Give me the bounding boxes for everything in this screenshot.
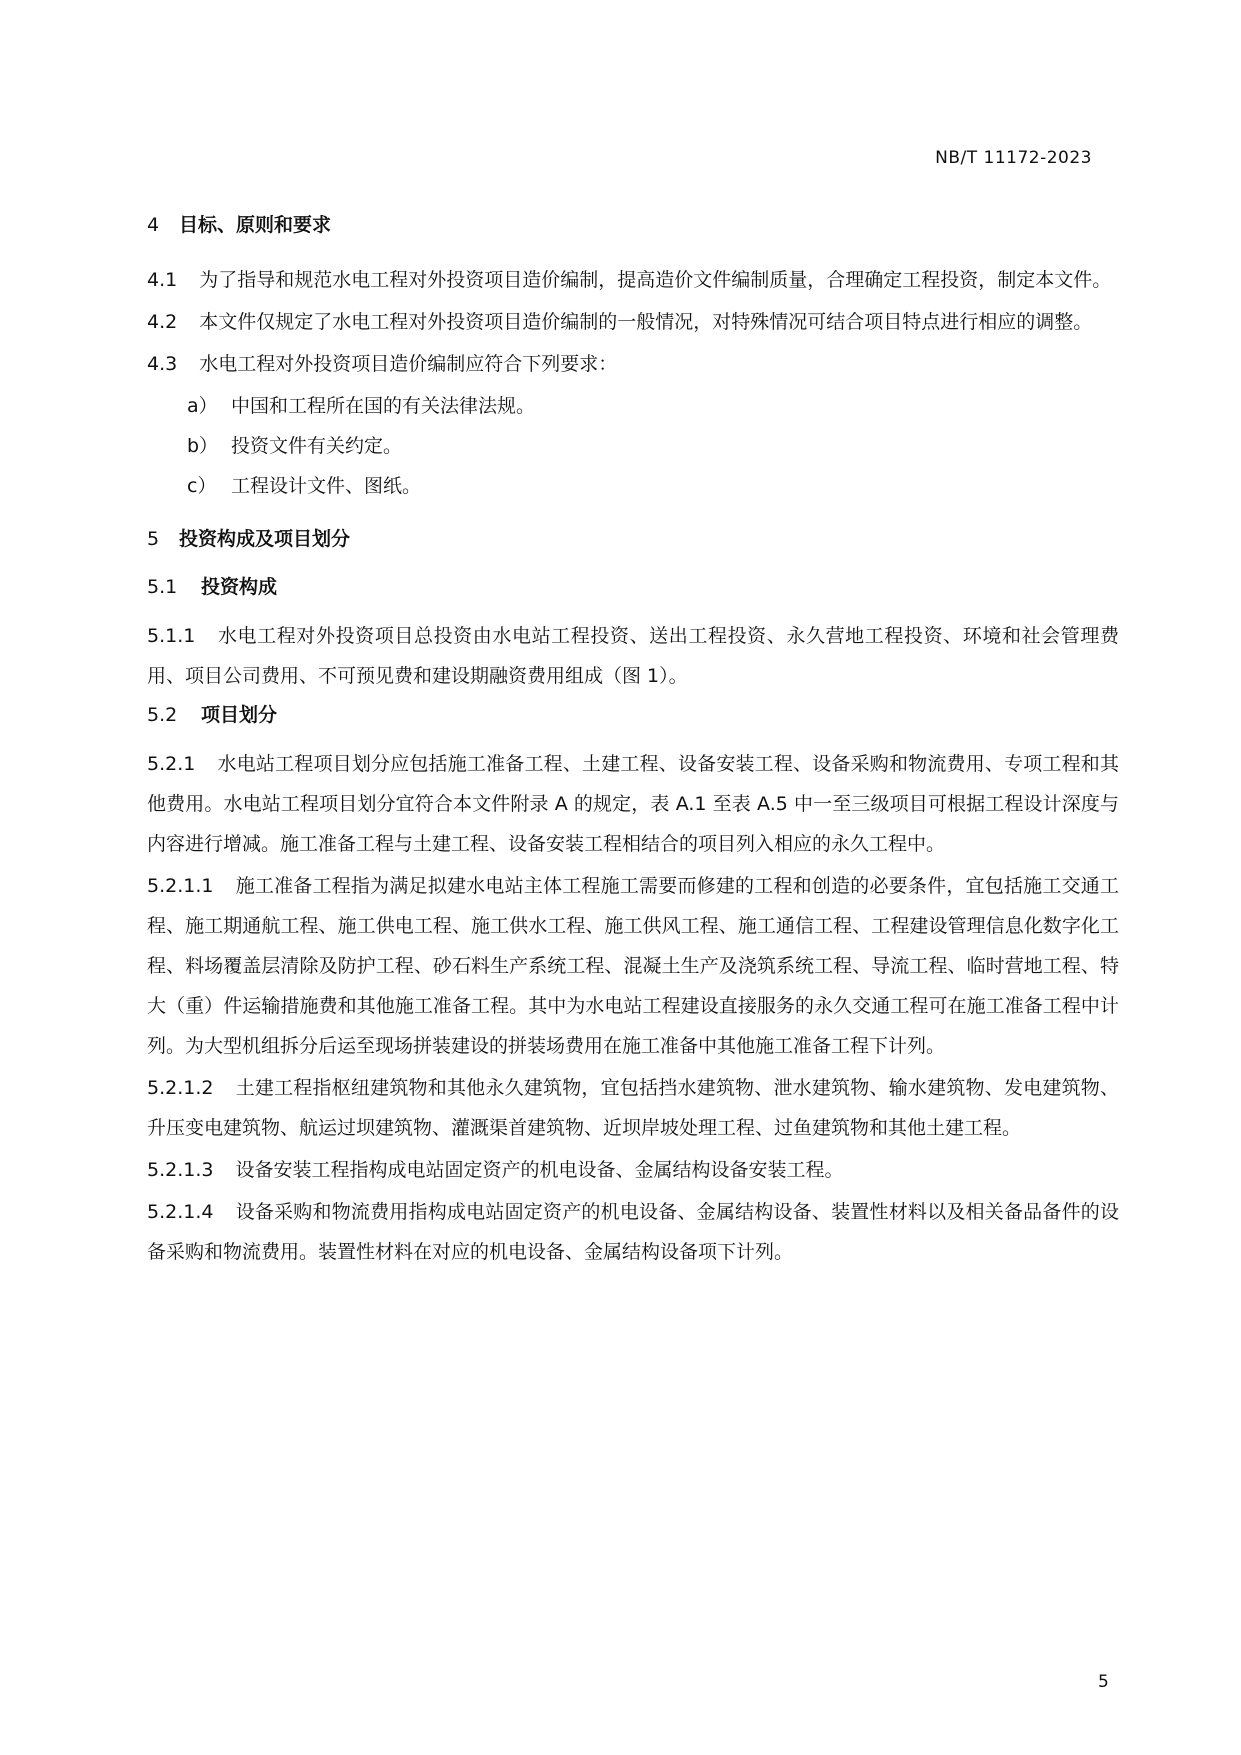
list-marker: b） bbox=[187, 435, 219, 457]
clause-number: 5.2.1 bbox=[147, 753, 196, 775]
clause-4-1 bbox=[147, 260, 1119, 300]
clause-5-2-1-2 bbox=[147, 1068, 1119, 1148]
subsection-number: 5.1 bbox=[147, 576, 178, 598]
clause-number: 4.1 bbox=[147, 269, 178, 291]
section-5-heading bbox=[147, 526, 1119, 552]
page-number: 5 bbox=[1098, 1672, 1109, 1692]
clause-5-2-1-3 bbox=[147, 1150, 1119, 1190]
clause-number: 5.2.1.1 bbox=[147, 875, 214, 897]
clause-number: 4.2 bbox=[147, 311, 178, 333]
clause-number: 5.2.1.2 bbox=[147, 1077, 214, 1099]
clause-number: 5.2.1.4 bbox=[147, 1201, 214, 1223]
clause-text: 施工准备工程指为满足拟建水电站主体工程施工需要而修建的工程和创造的必要条件，宜包括施工交通工程、施工期通航工程、施工供电工程、施工供水工程、施工供风工程、施工通信工程、工程建设管理信息化数字化工程、料场覆盖层清除及防护工程、砂石料生产系统工程、混凝土生产及浇筑系统工程、导流工程、临时营地工程、特大（重）件运输措施费和其他施工准备工程。其中为水电站工程建设直接服务的永久交通工程可在施工准备工程中计列。为大型机组拆分后运至现场拼装建设的拼装场费用在施工准备中其他施工准备工程下计列。 bbox=[147, 875, 1119, 1057]
subsection-5-2-heading bbox=[147, 702, 1119, 728]
section-number: 4 bbox=[147, 214, 160, 236]
clause-4-3 bbox=[147, 344, 1119, 384]
clause-text: 水电工程对外投资项目造价编制应符合下列要求： bbox=[199, 353, 618, 375]
section-title: 目标、原则和要求 bbox=[179, 214, 332, 236]
list-marker: c） bbox=[187, 475, 217, 497]
clause-5-2-1 bbox=[147, 744, 1119, 864]
list-text: 投资文件有关约定。 bbox=[231, 435, 403, 457]
clause-text: 本文件仅规定了水电工程对外投资项目造价编制的一般情况，对特殊情况可结合项目特点进行相应的调整。 bbox=[199, 311, 1093, 333]
list-item bbox=[187, 426, 1119, 466]
list-item bbox=[187, 466, 1119, 506]
clause-text: 水电工程对外投资项目总投资由水电站工程投资、送出工程投资、永久营地工程投资、环境和社会管理费用、项目公司费用、不可预见费和建设期融资费用组成（图 1）。 bbox=[147, 625, 1119, 687]
standard-number: NB/T 11172-2023 bbox=[935, 148, 1092, 168]
section-number: 5 bbox=[147, 528, 160, 550]
clause-text: 设备采购和物流费用指构成电站固定资产的机电设备、金属结构设备、装置性材料以及相关备品备件的设备采购和物流费用。装置性材料在对应的机电设备、金属结构设备项下计列。 bbox=[147, 1201, 1119, 1263]
list-text: 中国和工程所在国的有关法律法规。 bbox=[231, 395, 536, 417]
list-marker: a） bbox=[187, 395, 218, 417]
subsection-title: 投资构成 bbox=[201, 576, 278, 598]
clause-text: 水电站工程项目划分应包括施工准备工程、土建工程、设备安装工程、设备采购和物流费用、专项工程和其他费用。水电站工程项目划分宜符合本文件附录 A 的规定，表 A.1 至表 A.5 中一至三级项目可根据工程设计深度与内容进行增减。施工准备工程与土建工程、设备安装工程相结合的项目列入相应的永久工程中。 bbox=[147, 753, 1119, 855]
clause-number: 5.2.1.3 bbox=[147, 1159, 214, 1181]
subsection-number: 5.2 bbox=[147, 704, 178, 726]
clause-number: 4.3 bbox=[147, 353, 178, 375]
clause-5-2-1-4 bbox=[147, 1192, 1119, 1272]
clause-text: 为了指导和规范水电工程对外投资项目造价编制，提高造价文件编制质量，合理确定工程投资，制定本文件。 bbox=[199, 269, 1112, 291]
section-4-heading bbox=[147, 212, 1119, 238]
clause-4-2 bbox=[147, 302, 1119, 342]
list-item bbox=[187, 386, 1119, 426]
clause-number: 5.1.1 bbox=[147, 625, 196, 647]
clause-text: 土建工程指枢纽建筑物和其他永久建筑物，宜包括挡水建筑物、泄水建筑物、输水建筑物、发电建筑物、升压变电建筑物、航运过坝建筑物、灌溉渠首建筑物、近坝岸坡处理工程、过鱼建筑物和其他土建工程。 bbox=[147, 1077, 1119, 1139]
subsection-5-1-heading bbox=[147, 574, 1119, 600]
document-body bbox=[147, 212, 1119, 1274]
clause-text: 设备安装工程指构成电站固定资产的机电设备、金属结构设备安装工程。 bbox=[235, 1159, 844, 1181]
clause-5-2-1-1 bbox=[147, 866, 1119, 1066]
list-text: 工程设计文件、图纸。 bbox=[231, 475, 422, 497]
requirement-list bbox=[187, 386, 1119, 506]
section-title: 投资构成及项目划分 bbox=[179, 528, 351, 550]
clause-5-1-1 bbox=[147, 616, 1119, 696]
subsection-title: 项目划分 bbox=[201, 704, 278, 726]
